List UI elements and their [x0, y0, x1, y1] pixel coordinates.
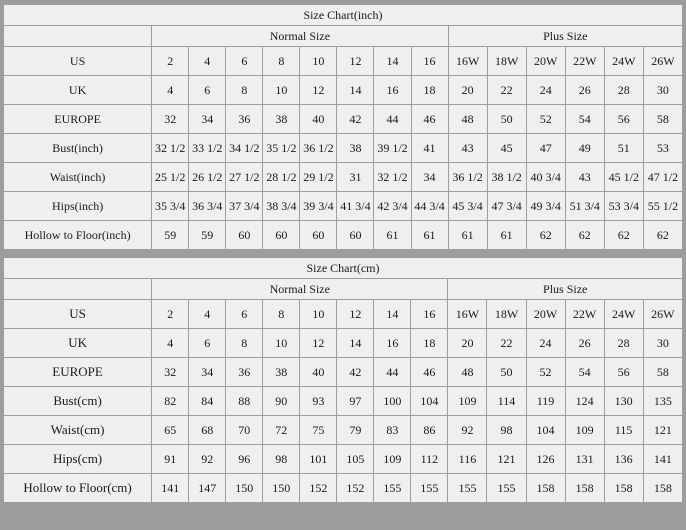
- cell: 8: [226, 329, 263, 358]
- cell: 47 1/2: [643, 163, 682, 192]
- size-chart-cm: [3, 257, 683, 503]
- cell: 49 3/4: [526, 192, 565, 221]
- row-label: Bust(inch): [4, 134, 152, 163]
- group-corner-cell: [4, 26, 152, 47]
- cell: 43: [448, 134, 487, 163]
- cell: 105: [337, 445, 374, 474]
- cell: 119: [526, 387, 565, 416]
- cell: 83: [374, 416, 411, 445]
- cell: 55 1/2: [643, 192, 682, 221]
- cell: 34: [411, 163, 448, 192]
- table-row: [4, 474, 683, 503]
- cell: 75: [300, 416, 337, 445]
- chart-title: Size Chart(inch): [4, 5, 683, 26]
- cell: 47 3/4: [487, 192, 526, 221]
- cell: 18: [411, 329, 448, 358]
- cell: 45: [487, 134, 526, 163]
- cell: 155: [411, 474, 448, 503]
- cell: 26W: [643, 47, 682, 76]
- cell: 36: [226, 358, 263, 387]
- table-row: [4, 329, 683, 358]
- cell: 32 1/2: [152, 134, 189, 163]
- cell: 54: [565, 105, 604, 134]
- group-plus-size: Plus Size: [448, 26, 682, 47]
- cell: 22W: [565, 300, 604, 329]
- row-label: US: [4, 47, 152, 76]
- cell: 70: [226, 416, 263, 445]
- cell: 62: [604, 221, 643, 250]
- size-chart-inch: [3, 4, 683, 250]
- cell: 41 3/4: [337, 192, 374, 221]
- cell: 8: [226, 76, 263, 105]
- cell: 38 3/4: [263, 192, 300, 221]
- cell: 30: [643, 329, 682, 358]
- row-label: Hollow to Floor(cm): [4, 474, 152, 503]
- cell: 96: [226, 445, 263, 474]
- cell: 12: [337, 300, 374, 329]
- cell: 91: [152, 445, 189, 474]
- cell: 88: [226, 387, 263, 416]
- cell: 86: [411, 416, 448, 445]
- cell: 65: [152, 416, 189, 445]
- row-label: UK: [4, 329, 152, 358]
- cell: 135: [643, 387, 682, 416]
- cell: 32: [152, 105, 189, 134]
- group-plus-size: Plus Size: [448, 279, 683, 300]
- row-label: Hollow to Floor(inch): [4, 221, 152, 250]
- group-normal-size: Normal Size: [152, 26, 448, 47]
- cell: 90: [263, 387, 300, 416]
- row-label: US: [4, 300, 152, 329]
- cell: 38: [263, 358, 300, 387]
- table-row: [4, 358, 683, 387]
- row-label: EUROPE: [4, 358, 152, 387]
- cell: 51 3/4: [565, 192, 604, 221]
- cell: 26W: [643, 300, 682, 329]
- cell: 16W: [448, 300, 487, 329]
- cell: 24: [526, 76, 565, 105]
- cell: 50: [487, 358, 526, 387]
- cell: 61: [448, 221, 487, 250]
- cell: 98: [263, 445, 300, 474]
- cell: 47: [526, 134, 565, 163]
- cell: 150: [226, 474, 263, 503]
- cell: 38: [263, 105, 300, 134]
- cell: 42: [337, 358, 374, 387]
- cell: 2: [152, 47, 189, 76]
- row-label: Hips(inch): [4, 192, 152, 221]
- row-label: Bust(cm): [4, 387, 152, 416]
- cell: 56: [604, 358, 643, 387]
- cell: 18: [411, 76, 448, 105]
- cell: 6: [226, 300, 263, 329]
- cell: 48: [448, 105, 487, 134]
- cell: 84: [189, 387, 226, 416]
- cell: 44 3/4: [411, 192, 448, 221]
- cell: 18W: [487, 47, 526, 76]
- cell: 6: [189, 76, 226, 105]
- cell: 16: [411, 47, 448, 76]
- cell: 72: [263, 416, 300, 445]
- cell: 58: [643, 105, 682, 134]
- cell: 4: [152, 329, 189, 358]
- cell: 26: [565, 76, 604, 105]
- cell: 48: [448, 358, 487, 387]
- cell: 68: [189, 416, 226, 445]
- cell: 33 1/2: [189, 134, 226, 163]
- table-row: [4, 105, 683, 134]
- cell: 109: [565, 416, 604, 445]
- cell: 60: [300, 221, 337, 250]
- cell: 56: [604, 105, 643, 134]
- group-normal-size: Normal Size: [152, 279, 448, 300]
- cell: 116: [448, 445, 487, 474]
- cell: 6: [226, 47, 263, 76]
- table-row: [4, 445, 683, 474]
- cell: 41: [411, 134, 448, 163]
- cell: 36 1/2: [300, 134, 337, 163]
- cell: 42: [337, 105, 374, 134]
- cell: 12: [337, 47, 374, 76]
- cell: 158: [526, 474, 565, 503]
- cell: 39 1/2: [374, 134, 411, 163]
- cell: 12: [300, 76, 337, 105]
- cell: 62: [526, 221, 565, 250]
- cell: 46: [411, 105, 448, 134]
- cell: 155: [374, 474, 411, 503]
- cell: 32: [152, 358, 189, 387]
- cell: 124: [565, 387, 604, 416]
- cell: 61: [487, 221, 526, 250]
- cell: 114: [487, 387, 526, 416]
- cell: 53 3/4: [604, 192, 643, 221]
- cell: 53: [643, 134, 682, 163]
- cell: 38 1/2: [487, 163, 526, 192]
- cell: 152: [337, 474, 374, 503]
- cell: 16W: [448, 47, 487, 76]
- cell: 22: [487, 76, 526, 105]
- cell: 38: [337, 134, 374, 163]
- cell: 24W: [604, 47, 643, 76]
- cell: 109: [448, 387, 487, 416]
- cell: 54: [565, 358, 604, 387]
- cell: 2: [152, 300, 189, 329]
- cell: 92: [448, 416, 487, 445]
- cell: 18W: [487, 300, 526, 329]
- row-label: EUROPE: [4, 105, 152, 134]
- cell: 101: [300, 445, 337, 474]
- cell: 61: [411, 221, 448, 250]
- cell: 10: [263, 76, 300, 105]
- cell: 34: [189, 358, 226, 387]
- cell: 45 3/4: [448, 192, 487, 221]
- cell: 43: [565, 163, 604, 192]
- table-row: [4, 300, 683, 329]
- cell: 4: [189, 300, 226, 329]
- cell: 28: [604, 329, 643, 358]
- cell: 49: [565, 134, 604, 163]
- cell: 126: [526, 445, 565, 474]
- cell: 39 3/4: [300, 192, 337, 221]
- cell: 16: [374, 76, 411, 105]
- cell: 155: [487, 474, 526, 503]
- cell: 10: [300, 47, 337, 76]
- row-label: Hips(cm): [4, 445, 152, 474]
- cell: 58: [643, 358, 682, 387]
- cell: 131: [565, 445, 604, 474]
- cell: 59: [189, 221, 226, 250]
- cell: 112: [411, 445, 448, 474]
- cell: 121: [643, 416, 682, 445]
- cell: 34: [189, 105, 226, 134]
- row-label: Waist(cm): [4, 416, 152, 445]
- cell: 4: [152, 76, 189, 105]
- cell: 51: [604, 134, 643, 163]
- cell: 44: [374, 358, 411, 387]
- chart-title-row: [4, 258, 683, 279]
- cell: 62: [643, 221, 682, 250]
- table-row: [4, 221, 683, 250]
- table-row: [4, 387, 683, 416]
- cell: 36 1/2: [448, 163, 487, 192]
- cell: 20: [448, 329, 487, 358]
- cell: 16: [411, 300, 448, 329]
- cell: 32 1/2: [374, 163, 411, 192]
- cell: 141: [643, 445, 682, 474]
- cell: 35 1/2: [263, 134, 300, 163]
- cell: 92: [189, 445, 226, 474]
- cell: 36 3/4: [189, 192, 226, 221]
- cell: 16: [374, 329, 411, 358]
- cell: 60: [263, 221, 300, 250]
- table-row: [4, 416, 683, 445]
- chart-group-row: [4, 26, 683, 47]
- cell: 14: [374, 300, 411, 329]
- table-row: [4, 134, 683, 163]
- cell: 6: [189, 329, 226, 358]
- cell: 37 3/4: [226, 192, 263, 221]
- cell: 10: [263, 329, 300, 358]
- cell: 40 3/4: [526, 163, 565, 192]
- cell: 36: [226, 105, 263, 134]
- cell: 14: [374, 47, 411, 76]
- table-row: [4, 47, 683, 76]
- cell: 29 1/2: [300, 163, 337, 192]
- cell: 14: [337, 329, 374, 358]
- cell: 35 3/4: [152, 192, 189, 221]
- table-row: [4, 192, 683, 221]
- cell: 60: [226, 221, 263, 250]
- cell: 14: [337, 76, 374, 105]
- cell: 104: [411, 387, 448, 416]
- cell: 97: [337, 387, 374, 416]
- cell: 121: [487, 445, 526, 474]
- cell: 12: [300, 329, 337, 358]
- cell: 93: [300, 387, 337, 416]
- cell: 8: [263, 300, 300, 329]
- cell: 109: [374, 445, 411, 474]
- cell: 79: [337, 416, 374, 445]
- cell: 28: [604, 76, 643, 105]
- cell: 34 1/2: [226, 134, 263, 163]
- cell: 82: [152, 387, 189, 416]
- cell: 4: [189, 47, 226, 76]
- table-row: [4, 163, 683, 192]
- cell: 20: [448, 76, 487, 105]
- cell: 20W: [526, 300, 565, 329]
- cell: 27 1/2: [226, 163, 263, 192]
- cell: 40: [300, 105, 337, 134]
- cell: 60: [337, 221, 374, 250]
- cell: 31: [337, 163, 374, 192]
- cell: 46: [411, 358, 448, 387]
- cell: 152: [300, 474, 337, 503]
- cell: 158: [604, 474, 643, 503]
- cell: 24: [526, 329, 565, 358]
- chart-group-row: [4, 279, 683, 300]
- table-row: [4, 76, 683, 105]
- cell: 28 1/2: [263, 163, 300, 192]
- cell: 26 1/2: [189, 163, 226, 192]
- cell: 62: [565, 221, 604, 250]
- cell: 10: [300, 300, 337, 329]
- cell: 59: [152, 221, 189, 250]
- cell: 22W: [565, 47, 604, 76]
- cell: 45 1/2: [604, 163, 643, 192]
- cell: 20W: [526, 47, 565, 76]
- group-corner-cell: [4, 279, 152, 300]
- cell: 22: [487, 329, 526, 358]
- cell: 42 3/4: [374, 192, 411, 221]
- cell: 24W: [604, 300, 643, 329]
- cell: 158: [643, 474, 682, 503]
- cell: 104: [526, 416, 565, 445]
- cell: 26: [565, 329, 604, 358]
- cell: 100: [374, 387, 411, 416]
- cell: 147: [189, 474, 226, 503]
- cell: 8: [263, 47, 300, 76]
- cell: 30: [643, 76, 682, 105]
- cell: 158: [565, 474, 604, 503]
- cell: 130: [604, 387, 643, 416]
- cell: 150: [263, 474, 300, 503]
- cell: 136: [604, 445, 643, 474]
- cell: 25 1/2: [152, 163, 189, 192]
- cell: 50: [487, 105, 526, 134]
- cell: 52: [526, 105, 565, 134]
- cell: 155: [448, 474, 487, 503]
- cell: 115: [604, 416, 643, 445]
- cell: 40: [300, 358, 337, 387]
- cell: 61: [374, 221, 411, 250]
- chart-title: Size Chart(cm): [4, 258, 683, 279]
- cell: 98: [487, 416, 526, 445]
- chart-title-row: [4, 5, 683, 26]
- row-label: Waist(inch): [4, 163, 152, 192]
- cell: 44: [374, 105, 411, 134]
- cell: 141: [152, 474, 189, 503]
- cell: 52: [526, 358, 565, 387]
- row-label: UK: [4, 76, 152, 105]
